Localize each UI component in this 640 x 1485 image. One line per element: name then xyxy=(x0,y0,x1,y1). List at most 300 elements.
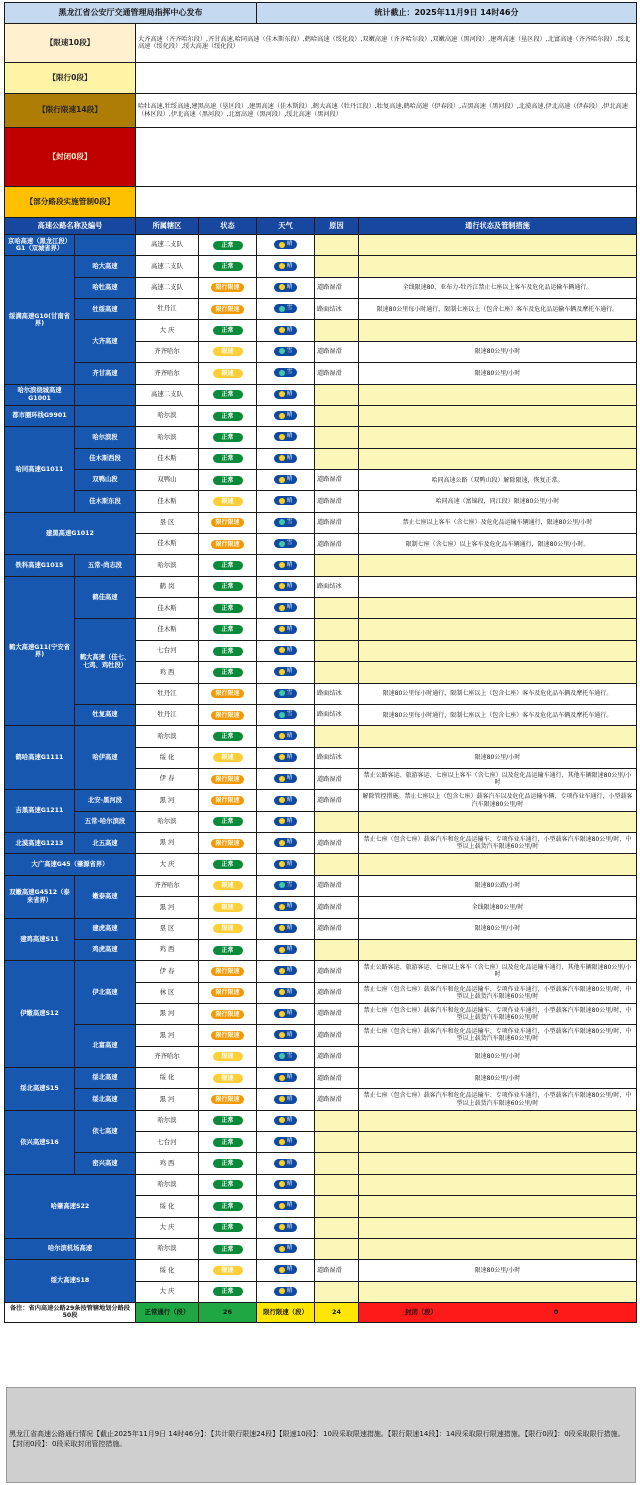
weather-badge xyxy=(274,304,298,313)
snow-icon xyxy=(279,1053,285,1059)
measure-cell: 限速80公里/小时 xyxy=(359,1068,637,1089)
measure-cell xyxy=(359,405,637,426)
status-badge: 限行限速 xyxy=(211,305,243,314)
status-cell xyxy=(199,1281,257,1302)
branch-name: 绥 化 xyxy=(136,1068,199,1089)
branch-name: 双鸭山 xyxy=(136,469,199,490)
sun-icon xyxy=(279,947,285,953)
branch-name: 黑 河 xyxy=(136,790,199,811)
status-badge: 限速 xyxy=(213,753,243,762)
branch-name: 大 庆 xyxy=(136,854,199,875)
table-row xyxy=(5,469,637,490)
section-name: 哈大高速 xyxy=(75,256,136,277)
weather-badge xyxy=(274,1030,298,1039)
measure-cell xyxy=(359,555,637,576)
branch-name: 垦 区 xyxy=(136,918,199,939)
sun-icon xyxy=(279,1011,285,1017)
branch-name: 高速二支队 xyxy=(136,235,199,256)
measure-cell xyxy=(359,448,637,469)
sun-icon xyxy=(279,1181,285,1187)
weather-cell xyxy=(257,1132,315,1153)
totals-closed xyxy=(359,1302,637,1322)
measure-cell xyxy=(359,1217,637,1238)
status-badge: 限速 xyxy=(213,903,243,912)
highway-name: 都市圈环线G9901 xyxy=(5,405,75,426)
weather-cell xyxy=(257,576,315,597)
weather-badge xyxy=(274,1287,298,1296)
weather-cell xyxy=(257,640,315,661)
sun-icon xyxy=(279,1139,285,1145)
weather-text: 晴 xyxy=(286,476,293,483)
reason-cell: 道路湿滑 xyxy=(315,1089,359,1110)
status-cell xyxy=(199,512,257,533)
status-cell xyxy=(199,683,257,704)
status-badge: 正常 xyxy=(213,241,243,250)
reason-cell xyxy=(315,1281,359,1302)
table-row xyxy=(5,1153,637,1174)
status-badge: 限行限速 xyxy=(211,839,243,848)
status-badge: 正常 xyxy=(213,1287,243,1296)
status-cell xyxy=(199,320,257,341)
weather-text: 晴 xyxy=(286,860,293,867)
measure-cell: 限速80公里/小时 xyxy=(359,363,637,384)
weather-text: 晴 xyxy=(286,988,293,995)
measure-cell: 限速80公里每小时通行，限制七座以上（包含七座）客车及危化品车辆及摩托车通行。 xyxy=(359,704,637,725)
weather-badge xyxy=(274,411,298,420)
reason-cell: 路面结冰 xyxy=(315,747,359,768)
weather-badge xyxy=(274,796,298,805)
status-badge: 正常 xyxy=(213,1223,243,1232)
measure-cell xyxy=(359,1196,637,1217)
weather-text: 晴 xyxy=(286,497,293,504)
highway-name: 哈同高速G1011 xyxy=(5,427,75,512)
measure-cell xyxy=(359,427,637,448)
highway-name: 绥北高速S15 xyxy=(5,1068,75,1111)
branch-name: 牡丹江 xyxy=(136,299,199,320)
weather-text: 晴 xyxy=(286,283,293,290)
weather-badge xyxy=(274,838,298,847)
weather-text: 晴 xyxy=(286,1031,293,1038)
status-badge: 限速 xyxy=(213,1052,243,1061)
section-name: 佳木斯西段 xyxy=(75,448,136,469)
reason-cell xyxy=(315,662,359,683)
table-row xyxy=(5,1174,637,1195)
reason-cell: 道路湿滑 xyxy=(315,1260,359,1281)
measure-cell xyxy=(359,811,637,832)
branch-name: 伊 春 xyxy=(136,961,199,982)
col-header-measure: 通行状态及管制措施 xyxy=(359,218,637,235)
status-cell xyxy=(199,640,257,661)
weather-text: 晴 xyxy=(286,454,293,461)
reason-cell: 道路湿滑 xyxy=(315,277,359,298)
weather-text: 雪 xyxy=(286,518,293,525)
measure-cell xyxy=(359,619,637,640)
branch-name: 哈尔滨 xyxy=(136,1238,199,1259)
totals-limit-count: 24 xyxy=(315,1302,359,1322)
reason-cell xyxy=(315,640,359,661)
section-name: 牡复高速 xyxy=(75,704,136,725)
sun-icon xyxy=(279,1203,285,1209)
section-name: 鹤大高速（佳七、七鸡、鸡牡段） xyxy=(75,619,136,704)
section-name: 五常-尚志段 xyxy=(75,555,136,576)
col-header-branch: 所属辖区 xyxy=(136,218,199,235)
status-cell xyxy=(199,1025,257,1046)
measure-cell: 禁止七座（包含七座）载客汽车和危化品运输车、专项作业车通行，小型载客汽车限速80公里/时，中型以上载货汽车限速60公里/时 xyxy=(359,833,637,854)
weather-badge xyxy=(274,454,298,463)
weather-text: 雪 xyxy=(286,711,293,718)
weather-badge xyxy=(274,1159,298,1168)
weather-badge xyxy=(274,710,298,719)
measure-cell: 禁止公路客运、旅游客运、七座以上客车（含七座）以及危化品运输车通行，其他车辆限速80公里/小时 xyxy=(359,961,637,982)
weather-cell xyxy=(257,405,315,426)
branch-name: 大 庆 xyxy=(136,1217,199,1238)
sun-icon xyxy=(279,647,285,653)
status-cell xyxy=(199,833,257,854)
measure-cell: 哈同高速公路（双鸭山段）解除限速，恢复正常。 xyxy=(359,469,637,490)
measure-cell: 全线限速80，亚布力-牡丹江禁止七座以上客车及危化品运输车辆通行。 xyxy=(359,277,637,298)
reason-cell xyxy=(315,811,359,832)
status-badge: 正常 xyxy=(213,326,243,335)
reason-cell xyxy=(315,1217,359,1238)
measure-cell: 禁止七座（包含七座）载客汽车和危化品运输车、专项作业车通行，小型载客汽车限速80公里/时，中型以上载货汽车限速60公里/时 xyxy=(359,1025,637,1046)
reason-cell: 道路湿滑 xyxy=(315,491,359,512)
status-badge: 限速 xyxy=(213,924,243,933)
weather-cell xyxy=(257,1046,315,1067)
footer-text: 黑龙江省高速公路通行情况【截止2025年11月9日 14时46分】：【共计限行限速24段】【限速10段】：10段采取限速措施。【限行限速14段】：14段采取限行限速措施。【限行0段】：0段采取限行措施。【封闭0段】：0段采取封闭管控措施。 xyxy=(9,1430,625,1448)
weather-badge xyxy=(274,1116,298,1125)
table-row xyxy=(5,833,637,854)
reason-cell: 道路湿滑 xyxy=(315,469,359,490)
weather-text: 晴 xyxy=(286,262,293,269)
table-row xyxy=(5,704,637,725)
table-row xyxy=(5,1260,637,1281)
reason-cell: 道路湿滑 xyxy=(315,875,359,896)
measure-cell xyxy=(359,320,637,341)
branch-name: 垦 区 xyxy=(136,512,199,533)
sun-icon xyxy=(279,605,285,611)
weather-badge xyxy=(274,496,298,505)
branch-name: 齐齐哈尔 xyxy=(136,341,199,362)
reason-cell xyxy=(315,854,359,875)
reason-cell xyxy=(315,320,359,341)
sun-icon xyxy=(279,242,285,248)
summary-xianxing-label: 【限行0段】 xyxy=(5,63,136,94)
section-name: 北安-黑河段 xyxy=(75,790,136,811)
section-name: 鹤佳高速 xyxy=(75,576,136,619)
weather-cell xyxy=(257,875,315,896)
branch-name: 佳木斯 xyxy=(136,619,199,640)
weather-badge xyxy=(274,1244,298,1253)
weather-cell xyxy=(257,982,315,1003)
weather-badge xyxy=(274,603,298,612)
reason-cell xyxy=(315,598,359,619)
section-name: 伊北高速 xyxy=(75,961,136,1025)
weather-text: 晴 xyxy=(286,839,293,846)
reason-cell xyxy=(315,256,359,277)
report-title: 黑龙江省公安厅交通管理局指挥中心发布 xyxy=(5,3,257,24)
measure-cell xyxy=(359,854,637,875)
weather-cell xyxy=(257,1089,315,1110)
measure-cell: 限制七座（含七座）以上客车及危化品车辆通行，限速80公里/小时。 xyxy=(359,534,637,555)
weather-text: 晴 xyxy=(286,1138,293,1145)
weather-cell xyxy=(257,619,315,640)
measure-cell xyxy=(359,726,637,747)
table-row xyxy=(5,235,637,256)
reason-cell: 路面结冰 xyxy=(315,299,359,320)
measure-cell xyxy=(359,235,637,256)
section-name: 齐甘高速 xyxy=(75,363,136,384)
status-cell xyxy=(199,1153,257,1174)
sun-icon xyxy=(279,455,285,461)
status-cell xyxy=(199,1238,257,1259)
table-row xyxy=(5,961,637,982)
sun-icon xyxy=(279,1075,285,1081)
sun-icon xyxy=(279,1288,285,1294)
weather-badge xyxy=(274,1052,298,1061)
status-badge: 限速 xyxy=(213,1266,243,1275)
highway-name: 伊嫩高速S12 xyxy=(5,961,75,1068)
status-cell xyxy=(199,1132,257,1153)
status-cell xyxy=(199,875,257,896)
weather-badge xyxy=(274,283,298,292)
sun-icon xyxy=(279,776,285,782)
table-row xyxy=(5,299,637,320)
status-cell xyxy=(199,619,257,640)
status-cell xyxy=(199,341,257,362)
status-cell xyxy=(199,299,257,320)
branch-name: 大 庆 xyxy=(136,1281,199,1302)
weather-text: 晴 xyxy=(286,775,293,782)
branch-name: 齐齐哈尔 xyxy=(136,363,199,384)
weather-cell xyxy=(257,854,315,875)
weather-cell xyxy=(257,726,315,747)
weather-badge xyxy=(274,368,298,377)
status-badge: 正常 xyxy=(213,860,243,869)
measure-cell: 禁止七座（包含七座）载客汽车和危化品运输车、专项作业车通行，小型载客汽车限速80公里/时，中型以上载货汽车限速60公里/时 xyxy=(359,982,637,1003)
section-name: 牡绥高速 xyxy=(75,299,136,320)
weather-cell xyxy=(257,790,315,811)
highway-name: 吉黑高速G1211 xyxy=(5,790,75,833)
weather-cell xyxy=(257,1217,315,1238)
status-badge: 正常 xyxy=(213,1180,243,1189)
reason-cell: 道路湿滑 xyxy=(315,1003,359,1024)
sun-icon xyxy=(279,754,285,760)
sun-icon xyxy=(279,477,285,483)
weather-badge xyxy=(274,390,298,399)
weather-cell xyxy=(257,897,315,918)
table-row xyxy=(5,512,637,533)
status-badge: 限行限速 xyxy=(211,518,243,527)
weather-text: 晴 xyxy=(286,903,293,910)
weather-badge xyxy=(274,646,298,655)
reason-cell: 道路湿滑 xyxy=(315,833,359,854)
weather-text: 晴 xyxy=(286,390,293,397)
reason-cell xyxy=(315,1153,359,1174)
branch-name: 哈尔滨 xyxy=(136,1110,199,1131)
weather-text: 晴 xyxy=(286,1266,293,1273)
weather-cell xyxy=(257,235,315,256)
weather-cell xyxy=(257,363,315,384)
sun-icon xyxy=(279,327,285,333)
weather-text: 晴 xyxy=(286,561,293,568)
reason-cell: 道路湿滑 xyxy=(315,1046,359,1067)
weather-text: 雪 xyxy=(286,882,293,889)
snow-icon xyxy=(279,370,285,376)
status-badge: 限行限速 xyxy=(211,1095,243,1104)
status-badge: 正常 xyxy=(213,433,243,442)
highway-name: 鹤哈高速G1111 xyxy=(5,726,75,790)
weather-cell xyxy=(257,299,315,320)
branch-name: 佳木斯 xyxy=(136,598,199,619)
totals-row xyxy=(5,1302,637,1322)
reason-cell: 道路湿滑 xyxy=(315,961,359,982)
status-cell xyxy=(199,704,257,725)
measure-cell xyxy=(359,939,637,960)
sun-icon xyxy=(279,434,285,440)
status-cell xyxy=(199,555,257,576)
summary-closed-label: 【封闭0段】 xyxy=(5,128,136,187)
sun-icon xyxy=(279,818,285,824)
status-badge: 正常 xyxy=(213,647,243,656)
reason-cell xyxy=(315,555,359,576)
weather-cell xyxy=(257,320,315,341)
sun-icon xyxy=(279,797,285,803)
status-badge: 正常 xyxy=(213,454,243,463)
weather-text: 雪 xyxy=(286,1052,293,1059)
status-cell xyxy=(199,427,257,448)
branch-name: 齐齐哈尔 xyxy=(136,875,199,896)
highway-name: 铁科高速G1015 xyxy=(5,555,75,576)
sun-icon xyxy=(279,968,285,974)
sun-icon xyxy=(279,1032,285,1038)
reason-cell xyxy=(315,1174,359,1195)
weather-badge xyxy=(274,326,298,335)
weather-badge xyxy=(274,988,298,997)
status-cell xyxy=(199,1174,257,1195)
weather-text: 晴 xyxy=(286,1202,293,1209)
status-badge: 限速 xyxy=(213,369,243,378)
status-cell xyxy=(199,662,257,683)
weather-cell xyxy=(257,534,315,555)
totals-normal-count: 26 xyxy=(199,1302,257,1322)
weather-text: 晴 xyxy=(286,732,293,739)
status-badge: 正常 xyxy=(213,1159,243,1168)
sun-icon xyxy=(279,1246,285,1252)
status-cell xyxy=(199,534,257,555)
status-badge: 正常 xyxy=(213,390,243,399)
highway-name: 鹤大高速G11(宁安省界) xyxy=(5,576,75,726)
weather-badge xyxy=(274,240,298,249)
reason-cell: 道路湿滑 xyxy=(315,918,359,939)
weather-badge xyxy=(274,625,298,634)
weather-badge xyxy=(274,262,298,271)
weather-text: 晴 xyxy=(286,326,293,333)
branch-name: 佳木斯 xyxy=(136,491,199,512)
reason-cell: 道路湿滑 xyxy=(315,982,359,1003)
section-name: 哈牡高速 xyxy=(75,277,136,298)
status-badge: 正常 xyxy=(213,817,243,826)
branch-name: 大 庆 xyxy=(136,320,199,341)
branch-name: 哈尔滨 xyxy=(136,1174,199,1195)
sun-icon xyxy=(279,925,285,931)
branch-name: 牡丹江 xyxy=(136,683,199,704)
status-badge: 限行限速 xyxy=(211,796,243,805)
weather-text: 晴 xyxy=(286,1287,293,1294)
status-badge: 限行限速 xyxy=(211,689,243,698)
weather-text: 雪 xyxy=(286,689,293,696)
section-name: 依七高速 xyxy=(75,1110,136,1153)
measure-cell xyxy=(359,256,637,277)
section-name: 佳木斯东段 xyxy=(75,491,136,512)
branch-name: 哈尔滨 xyxy=(136,555,199,576)
status-cell xyxy=(199,1217,257,1238)
weather-badge xyxy=(274,966,298,975)
status-cell xyxy=(199,811,257,832)
status-badge: 正常 xyxy=(213,1116,243,1125)
branch-name: 绥 化 xyxy=(136,747,199,768)
branch-name: 绥 化 xyxy=(136,1196,199,1217)
status-cell xyxy=(199,982,257,1003)
weather-text: 晴 xyxy=(286,582,293,589)
status-badge: 限行限速 xyxy=(211,711,243,720)
status-badge: 限行限速 xyxy=(211,540,243,549)
table-row xyxy=(5,811,637,832)
weather-badge xyxy=(274,945,298,954)
col-header-status: 状态 xyxy=(199,218,257,235)
status-badge: 限行限速 xyxy=(211,1010,243,1019)
weather-badge xyxy=(274,1137,298,1146)
weather-badge xyxy=(274,902,298,911)
measure-cell: 限速80公里/小时 xyxy=(359,1260,637,1281)
status-badge: 限速 xyxy=(213,881,243,890)
col-header-weather: 天气 xyxy=(257,218,315,235)
weather-cell xyxy=(257,512,315,533)
table-row xyxy=(5,1238,637,1259)
measure-cell xyxy=(359,1174,637,1195)
weather-cell xyxy=(257,1260,315,1281)
footer-summary xyxy=(6,1387,636,1483)
section-name: 绥北高速 xyxy=(75,1089,136,1110)
measure-cell xyxy=(359,576,637,597)
table-row xyxy=(5,405,637,426)
traffic-status-table xyxy=(4,2,637,1323)
branch-name: 黑 河 xyxy=(136,1089,199,1110)
weather-text: 晴 xyxy=(286,1159,293,1166)
status-badge: 正常 xyxy=(213,1202,243,1211)
summary-speed-label: 【限速10段】 xyxy=(5,24,136,63)
section-name: 密兴高速 xyxy=(75,1153,136,1174)
table-row xyxy=(5,1110,637,1131)
status-cell xyxy=(199,363,257,384)
status-badge: 正常 xyxy=(213,582,243,591)
reason-cell xyxy=(315,1196,359,1217)
status-cell xyxy=(199,384,257,405)
branch-name: 鸡 西 xyxy=(136,662,199,683)
snow-icon xyxy=(279,519,285,525)
branch-name: 鸡 西 xyxy=(136,1153,199,1174)
status-cell xyxy=(199,256,257,277)
weather-badge xyxy=(274,1009,298,1018)
section-name xyxy=(75,384,136,405)
status-cell xyxy=(199,277,257,298)
status-cell xyxy=(199,576,257,597)
section-name: 鸡虎高速 xyxy=(75,939,136,960)
totals-normal-label: 正常通行（段） xyxy=(136,1302,199,1322)
sun-icon xyxy=(279,861,285,867)
status-cell xyxy=(199,854,257,875)
weather-badge xyxy=(274,689,298,698)
snow-icon xyxy=(279,690,285,696)
